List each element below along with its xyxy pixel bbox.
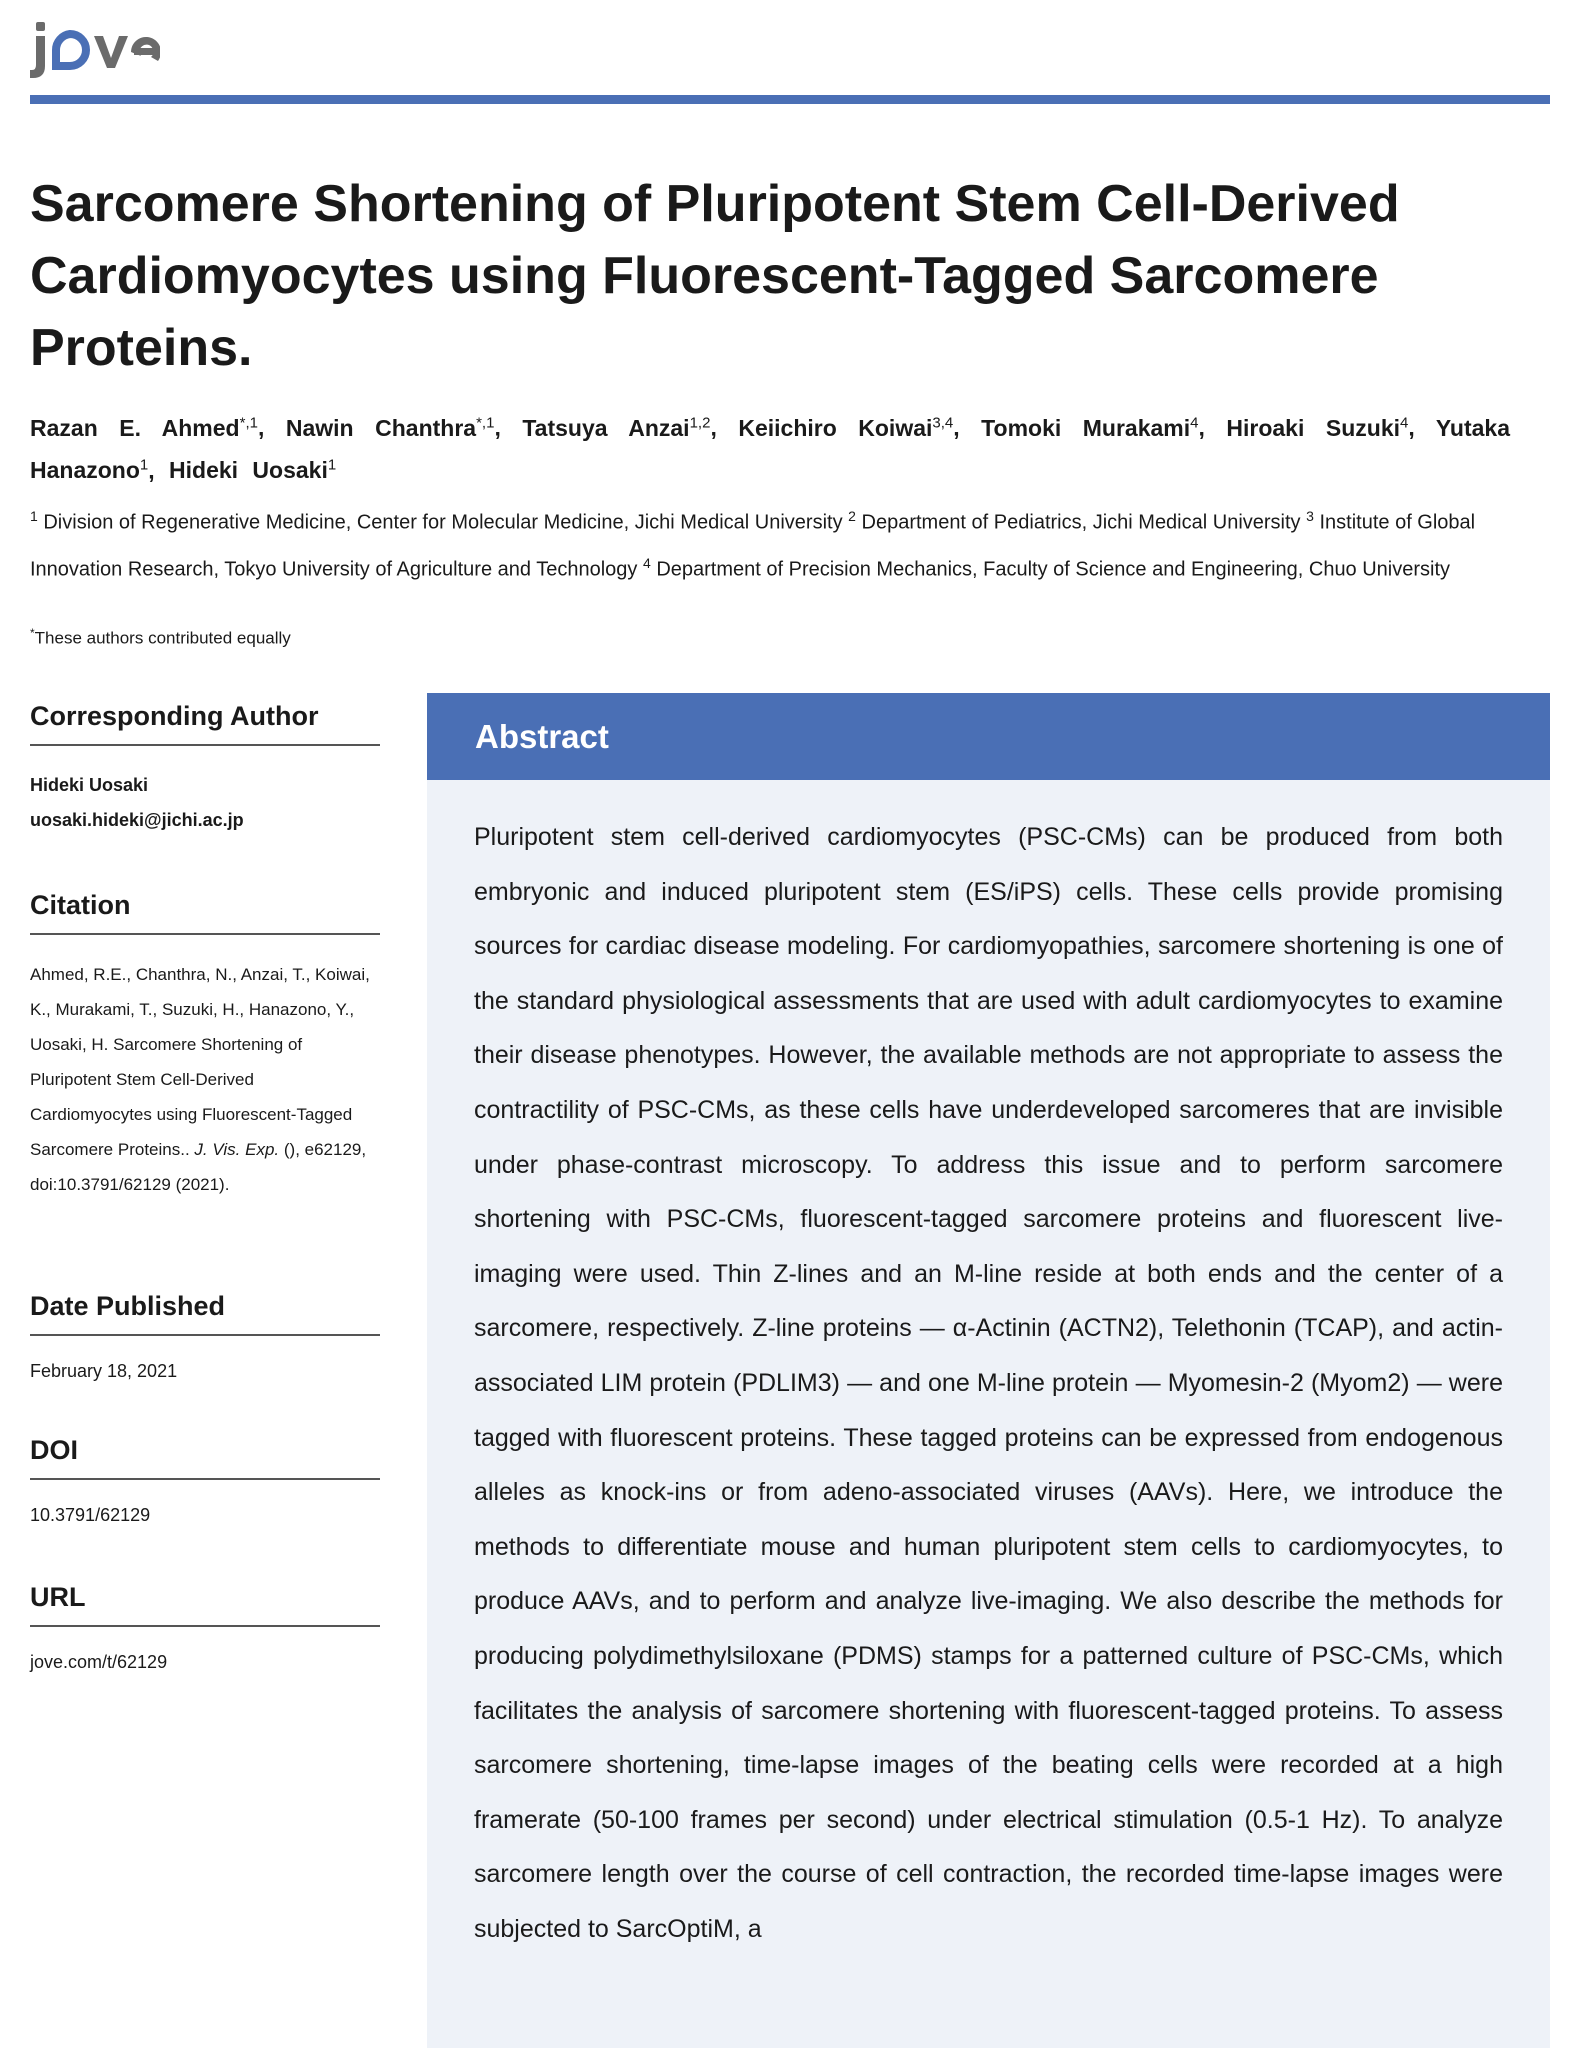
header-rule [30, 95, 1550, 104]
abstract-panel [427, 780, 1550, 2048]
date-published-value: February 18, 2021 [30, 1361, 178, 1381]
url-heading: URL [30, 1577, 380, 1627]
author[interactable]: Keiichiro Koiwai$^{3,4}$ [738, 414, 954, 441]
article-title: Sarcomere Shortening of Pluripotent Stem Cell-Derived Cardiomyocytes using Fluorescent-Tagged Sarcomere Proteins. [30, 175, 1400, 377]
citation-journal: J. Vis. Exp. [194, 1140, 280, 1159]
corresponding-author-name: Hideki Uosaki [30, 775, 149, 795]
equal-contribution-note: *These authors contributed equally [30, 626, 291, 648]
abstract-text: Pluripotent stem cell-derived cardiomyocytes (PSC-CMs) can be produced from both embryonic and induced pluripotent stem (ES/iPS) cells. These cells provide promising sources for cardiac disease modeling. For cardiomyopathies, sarcomere shortening is one of the standard physiological assessments that are used with adult cardiomyocytes to examine their disease phenotypes. However, the available methods are not appropriate to assess the contractility of PSC-CMs, as these cells have underdeveloped sarcomeres that are invisible under phase-contrast microscopy. To address this issue and to perform sarcomere shortening with PSC-CMs, fluorescent-tagged sarcomere proteins and fluorescent live-imaging were used. Thin Z-lines and an M-line reside at both ends and the center of a sarcomere, respectively. Z-line proteins — α-Actinin (ACTN2), Telethonin (TCAP), and actin-associated LIM protein (PDLIM3) — and one M-line protein — Myomesin-2 (Myom2) — were tagged with fluorescent proteins. These tagged proteins can be expressed from endogenous alleles as knock-ins or from adeno-associated viruses (AAVs). Here, we introduce the methods to differentiate mouse and human pluripotent stem cells to cardiomyocytes, to produce AAVs, and to perform and analyze live-imaging. We also describe the methods for producing polydimethylsiloxane (PDMS) stamps for a patterned culture of PSC-CMs, which facilitates the analysis of sarcomere shortening with fluorescent-tagged proteins. To assess sarcomere shortening, time-lapse images of the beating cells were recorded at a high framerate (50-100 frames per second) under electrical stimulation (0.5-1 Hz). To analyze sarcomere length over the course of cell contraction, the recorded time-lapse images were subjected to SarcOptiM, a [474, 823, 1503, 1943]
citation-section [30, 885, 380, 1202]
author[interactable]: Razan E. Ahmed$^{*,1}$ [30, 414, 258, 441]
author[interactable]: Tomoki Murakami$^4$ [981, 414, 1199, 441]
corresponding-author-heading: Corresponding Author [30, 696, 380, 746]
url-link[interactable]: jove.com/t/62129 [30, 1652, 168, 1672]
citation-heading: Citation [30, 885, 380, 935]
affiliations: $^1$ Division of Regenerative Medicine, Center for Molecular Medicine, Jichi Medical University $^2$ Department of Pediatrics, Jichi Medical University $^3$ Institute of Global Innovation Research, Tokyo University of Agriculture and Technology $^4$ Department of Precision Mechanics, Faculty of Science and Engineering, Chuo University [30, 508, 1476, 581]
citation-text: Ahmed, R.E., Chanthra, N., Anzai, T., Koiwai, K., Murakami, T., Suzuki, H., Hanazono, Y., Uosaki, H. Sarcomere Shortening of Pluripotent Stem Cell-Derived Cardiomyocytes using Fluorescent-Tagged Sarcomere Proteins.. J. Vis. Exp. (), e62129, doi:10.3791/62129 (2021). [30, 965, 370, 1194]
doi-value[interactable]: 10.3791/62129 [30, 1505, 151, 1525]
author[interactable]: Yutaka Hanazono$^1$ [30, 414, 1510, 484]
author[interactable]: Tatsuya Anzai$^{1,2}$ [522, 414, 711, 441]
author-list: Razan E. Ahmed$^{*,1}$, Nawin Chanthra$^{*,1}$, Tatsuya Anzai$^{1,2}$, Keiichiro Koiwai$^{3,4}$, Tomoki Murakami$^4$, Hiroaki Suzuki$^4$, Yutaka Hanazono$^1$, Hideki Uosaki$^1$ [30, 414, 1510, 484]
author[interactable]: Nawin Chanthra$^{*,1}$ [285, 414, 495, 441]
jove-logo-icon [30, 14, 160, 86]
author[interactable]: Hideki Uosaki$^1$ [169, 456, 337, 484]
doi-heading: DOI [30, 1430, 380, 1480]
author[interactable]: Hiroaki Suzuki$^4$ [1226, 414, 1409, 441]
abstract-heading: Abstract [427, 693, 1550, 780]
date-published-heading: Date Published [30, 1286, 380, 1336]
corresponding-author-email[interactable]: uosaki.hideki@jichi.ac.jp [30, 810, 244, 830]
url-section [30, 1577, 380, 1680]
date-published-section [30, 1286, 380, 1389]
doi-section [30, 1430, 380, 1533]
corresponding-author-section [30, 696, 380, 838]
